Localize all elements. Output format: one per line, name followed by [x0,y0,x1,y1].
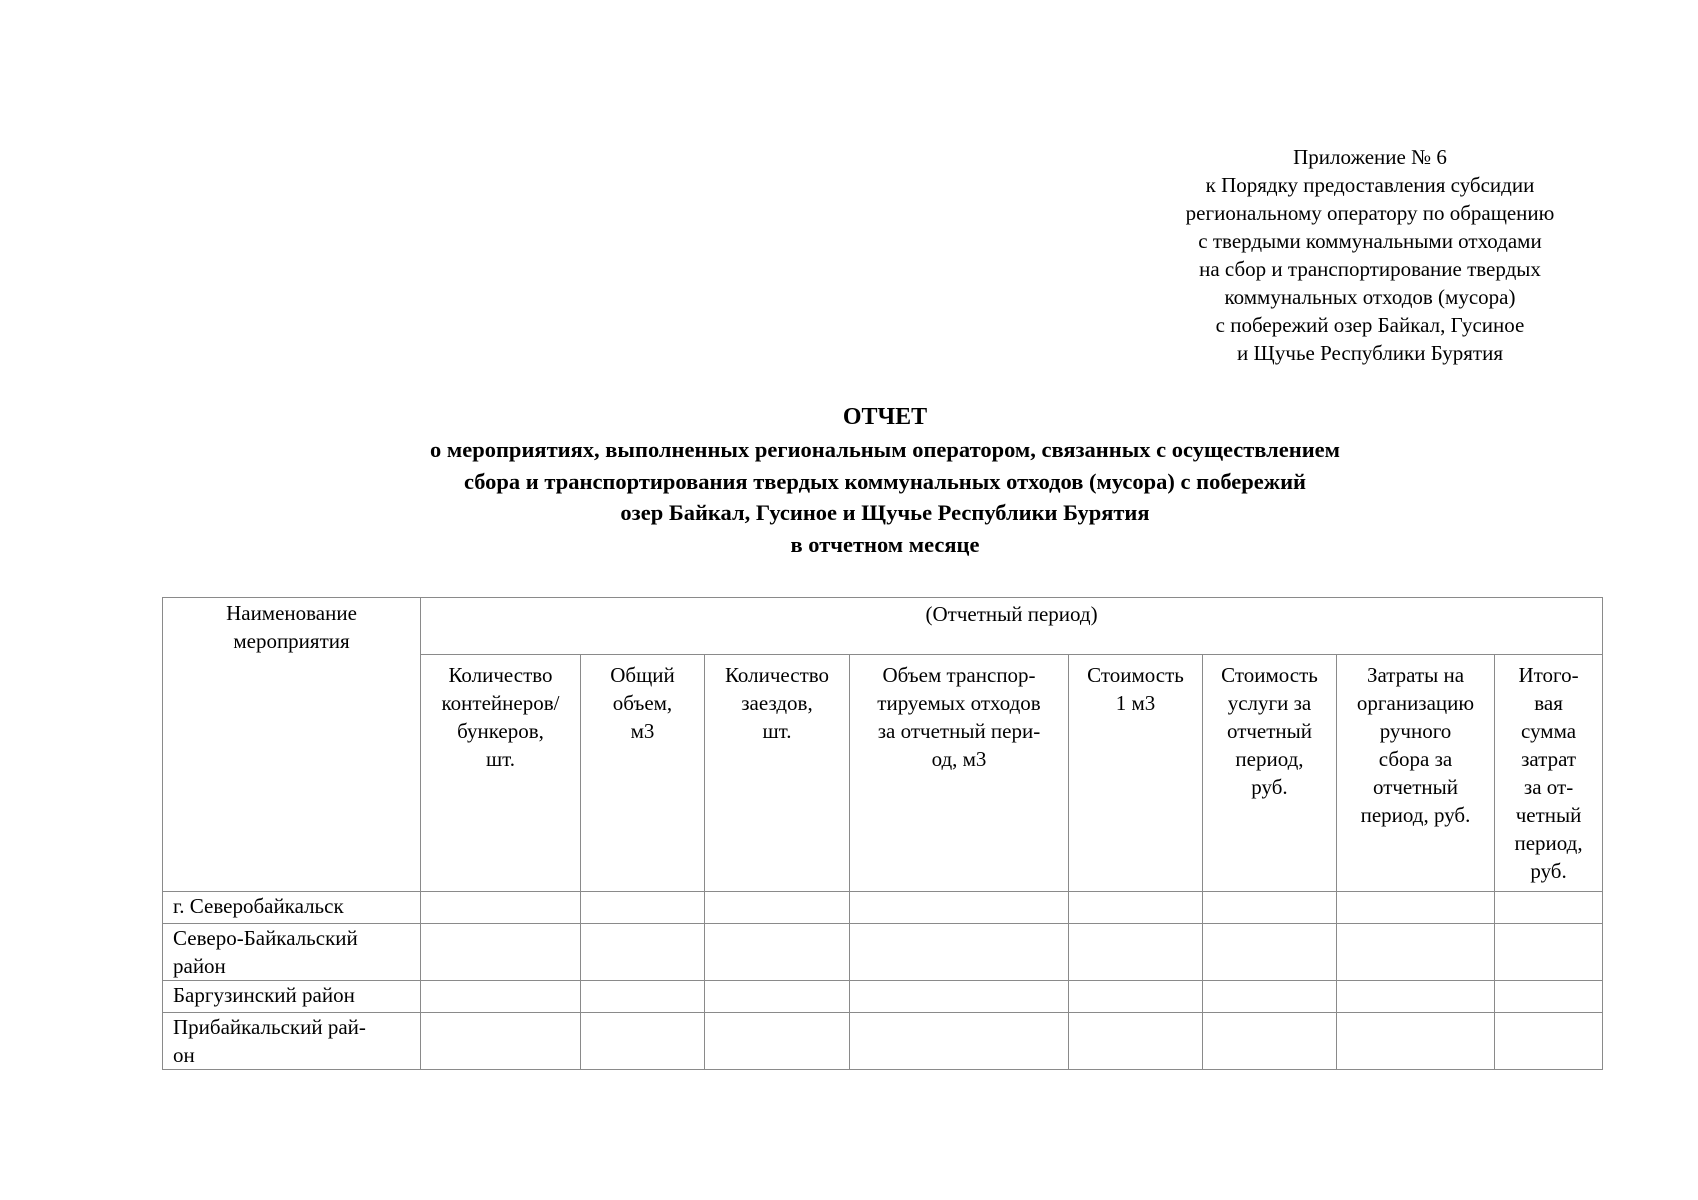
row-label-line: Прибайкальский рай- [173,1015,366,1039]
header-text-line: шт. [485,747,516,771]
table-cell [1337,981,1495,1013]
header-text-line: Стоимость [1221,663,1318,687]
row-label-line: район [173,954,226,978]
header-text-line: Общий [610,663,675,687]
appendix-header [1140,143,1600,367]
row-label [163,1013,421,1070]
table-cell [1203,924,1337,981]
header-text-line: Количество [448,663,553,687]
header-activity-name [163,598,421,892]
table-cell [1203,892,1337,924]
table-cell [850,981,1069,1013]
appendix-line: и Щучье Республики Бурятия [1236,341,1503,365]
header-text-line: м3 [630,719,655,743]
table-cell [581,981,705,1013]
header-text-line: бункеров, [457,719,544,743]
header-text-line: руб. [1530,859,1567,883]
table-cell [1069,892,1203,924]
table-cell [1495,981,1603,1013]
report-table [162,597,1603,1070]
header-text-line: Итого- [1518,663,1579,687]
appendix-line: с побережий озер Байкал, Гусиное [1215,313,1525,337]
header-transported-volume [850,655,1069,892]
report-subtitle-line: в отчетном месяце [790,531,980,557]
table-cell [421,924,581,981]
table-cell [850,924,1069,981]
table-cell [581,1013,705,1070]
header-text-line: шт. [762,719,792,743]
table-cell [421,892,581,924]
header-text-line: отчетный [1372,775,1459,799]
row-label-line: г. Северобайкальск [173,894,344,918]
header-text-line: сумма [1521,719,1577,743]
appendix-line: коммунальных отходов (мусора) [1224,285,1516,309]
header-trips-count [705,655,850,892]
table-row [163,924,1603,981]
header-text-line: Затраты на [1366,663,1465,687]
header-text-line: объем, [612,691,673,715]
row-label [163,924,421,981]
table-cell [1069,981,1203,1013]
header-total-volume [581,655,705,892]
table-row [163,1013,1603,1070]
report-subtitle-line: озер Байкал, Гусиное и Щучье Республики Бурятия [620,500,1150,525]
table-cell [1337,892,1495,924]
header-text-line: тируемых отходов [877,691,1041,715]
header-text-line: руб. [1251,775,1288,799]
header-cost-per-m3 [1069,655,1203,892]
report-subtitle-line: сбора и транспортирования твердых коммунальных отходов (мусора) с побережий [463,468,1307,494]
header-text-line: Стоимость [1087,663,1184,687]
table-cell [421,1013,581,1070]
header-text-line: Количество [724,663,830,687]
header-text-line: период, [1235,747,1304,771]
table-cell [705,924,850,981]
header-manual-collection-costs [1337,655,1495,892]
header-text-line: Объем транспор- [882,663,1036,687]
header-text-line: вая [1534,691,1563,715]
appendix-line: региональному оператору по обращению [1185,201,1555,225]
table-cell [581,892,705,924]
table-cell [1203,1013,1337,1070]
header-text-line: за отчетный пери- [877,719,1041,743]
table-row [163,892,1603,924]
appendix-line: к Порядку предоставления субсидии [1205,173,1535,197]
table-cell [421,981,581,1013]
row-label-line: он [173,1043,195,1067]
header-reporting-period: (Отчетный период) [421,598,1603,655]
table-cell [1337,924,1495,981]
header-total-costs [1495,655,1603,892]
table-cell [705,1013,850,1070]
appendix-line: на сбор и транспортирование твердых [1199,257,1541,281]
table-cell [1495,1013,1603,1070]
appendix-line: Приложение № 6 [1293,145,1447,169]
header-containers-count [421,655,581,892]
header-text-line: отчетный [1226,719,1313,743]
header-text-line: Наименование [226,601,357,625]
table-cell [850,892,1069,924]
header-text-line: мероприятия [233,629,350,653]
table-cell [1069,924,1203,981]
header-text-line: 1 м3 [1115,691,1156,715]
header-service-cost [1203,655,1337,892]
header-text-line: ручного [1379,719,1452,743]
header-text-line: период, [1514,831,1583,855]
table-cell [850,1013,1069,1070]
header-text-line: услуги за [1227,691,1312,715]
header-text-line: четный [1515,803,1582,827]
header-text-line: за от- [1523,775,1574,799]
table-cell [1069,1013,1203,1070]
header-text-line: од, м3 [931,747,987,771]
header-text-line: контейнеров/ [441,691,560,715]
table-cell [1495,892,1603,924]
table-row [163,981,1603,1013]
header-text-line: организацию [1356,691,1475,715]
report-title-block [0,400,1698,560]
table-cell [1337,1013,1495,1070]
row-label [163,892,421,924]
appendix-line: с твердыми коммунальными отходами [1198,229,1542,253]
report-subtitle-line: о мероприятиях, выполненных региональным оператором, связанных с осуществлением [430,437,1340,462]
report-title: ОТЧЕТ [842,404,928,430]
row-label-line: Баргузинский район [173,983,355,1007]
header-text-line: затрат [1521,747,1577,771]
table-cell [705,892,850,924]
row-label-line: Северо-Байкальский [173,926,358,950]
table-cell [581,924,705,981]
table-cell [1495,924,1603,981]
table-cell [705,981,850,1013]
header-text-line: заездов, [741,691,813,715]
header-text-line: сбора за [1378,747,1453,771]
row-label [163,981,421,1013]
table-cell [1203,981,1337,1013]
header-text-line: период, руб. [1360,803,1471,827]
